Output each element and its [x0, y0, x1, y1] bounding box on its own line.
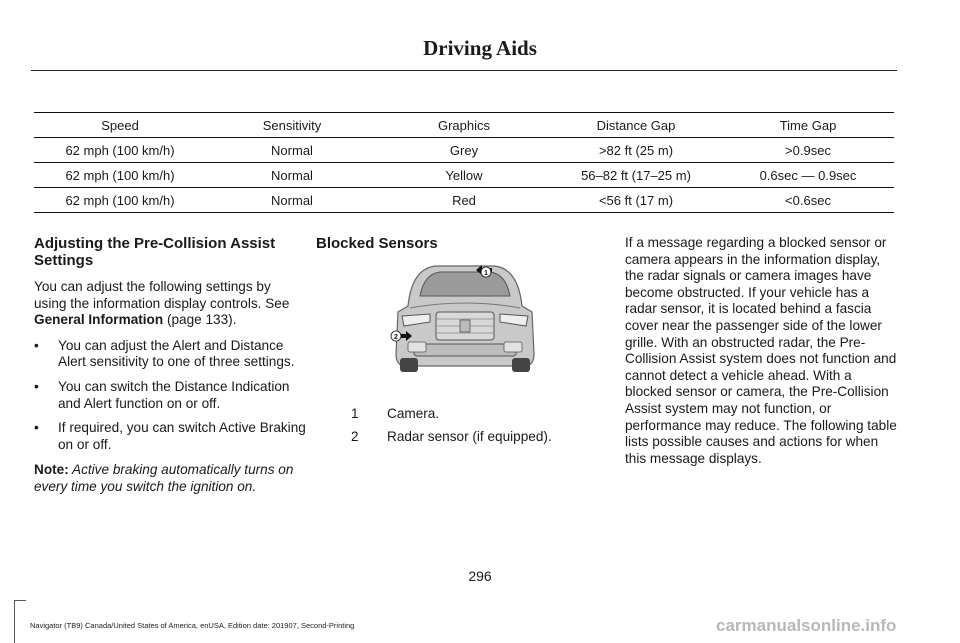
- general-information-link[interactable]: General Information: [34, 312, 164, 328]
- list-item-text: You can adjust the Alert and Distance Alert sensitivity to one of three settings.: [58, 337, 295, 370]
- bullet-icon: •: [34, 337, 39, 353]
- table-row: [34, 138, 894, 163]
- section-heading: Blocked Sensors: [316, 235, 438, 252]
- figure-legend: [351, 402, 591, 448]
- table-row: [34, 188, 894, 213]
- list-item-text: You can switch the Distance Indication and Alert function on or off.: [58, 378, 290, 411]
- table-cell: <56 ft (17 m): [550, 188, 722, 213]
- blocked-sensor-paragraph: If a message regarding a blocked sensor or camera appears in the information display, the radar signals or camera images have become obstructed. If your vehicle has a radar sensor, it is located behind a fascia cover near the passenger side of the lower grille. With an obstructed radar, the Pre-Collision Assist system does not function and cannot detect a vehicle ahead. With a blocked sensor or camera, the Pre-Collision Assist system may not function, or performance may reduce. The following table lists possible causes and actions for when this message displays.: [625, 235, 897, 466]
- table-cell: Normal: [206, 138, 378, 163]
- crop-mark: [14, 600, 26, 601]
- column-header-time-gap: Time Gap: [722, 113, 894, 138]
- legend-item: [351, 425, 591, 447]
- list-item: [34, 379, 306, 412]
- column-header-graphics: Graphics: [378, 113, 550, 138]
- table-cell: Normal: [206, 188, 378, 213]
- table-cell: Yellow: [378, 163, 550, 188]
- column-header-sensitivity: Sensitivity: [206, 113, 378, 138]
- table-cell: >0.9sec: [722, 138, 894, 163]
- table-cell: <0.6sec: [722, 188, 894, 213]
- table-cell: 62 mph (100 km/h): [34, 163, 206, 188]
- intro-paragraph: [34, 279, 306, 329]
- table-cell: Normal: [206, 163, 378, 188]
- vehicle-front-illustration: [386, 258, 544, 378]
- bullet-icon: •: [34, 378, 39, 394]
- table-cell: Grey: [378, 138, 550, 163]
- table-cell: 0.6sec — 0.9sec: [722, 163, 894, 188]
- section-heading: Adjusting the Pre-Collision Assist Settings: [34, 235, 276, 269]
- legend-item: [351, 402, 591, 424]
- note-label: Note:: [34, 462, 69, 478]
- table-cell: >82 ft (25 m): [550, 138, 722, 163]
- watermark: carmanualsonline.info: [716, 616, 897, 635]
- column-header-speed: Speed: [34, 113, 206, 138]
- table-cell: Red: [378, 188, 550, 213]
- list-item-text: If required, you can switch Active Braking on or off.: [58, 420, 306, 452]
- legend-number: 1: [351, 405, 359, 421]
- table-cell: 62 mph (100 km/h): [34, 138, 206, 163]
- legend-text: Camera.: [387, 405, 440, 421]
- distance-gap-table: [34, 112, 894, 213]
- table-row: [34, 163, 894, 188]
- table-cell: 62 mph (100 km/h): [34, 188, 206, 213]
- note-paragraph: [34, 462, 306, 495]
- list-item: [34, 338, 306, 371]
- page-title: Driving Aids: [423, 36, 537, 60]
- legend-number: 2: [351, 428, 359, 444]
- callout-1-label: 1: [484, 270, 488, 277]
- table-cell: 56–82 ft (17–25 m): [550, 163, 722, 188]
- bullet-icon: •: [34, 420, 39, 436]
- table-header-row: [34, 113, 894, 138]
- settings-list: [34, 338, 306, 454]
- left-column: [34, 235, 306, 505]
- intro-text: You can adjust the following settings by using the information display controls. See: [34, 279, 290, 311]
- right-column: [625, 235, 897, 476]
- page-number: 296: [468, 568, 492, 584]
- legend-text: Radar sensor (if equipped).: [387, 428, 552, 444]
- crop-mark: [14, 600, 15, 643]
- edition-footer: Navigator (TB9) Canada/United States of America, enUSA, Edition date: 201907, Second-Printing: [30, 621, 355, 630]
- callout-2-label: 2: [394, 334, 398, 341]
- page-reference: (page 133).: [163, 312, 237, 328]
- note-text: Active braking automatically turns on every time you switch the ignition on.: [34, 462, 294, 494]
- column-header-distance-gap: Distance Gap: [550, 113, 722, 138]
- title-divider: [31, 70, 897, 71]
- list-item: [34, 420, 306, 453]
